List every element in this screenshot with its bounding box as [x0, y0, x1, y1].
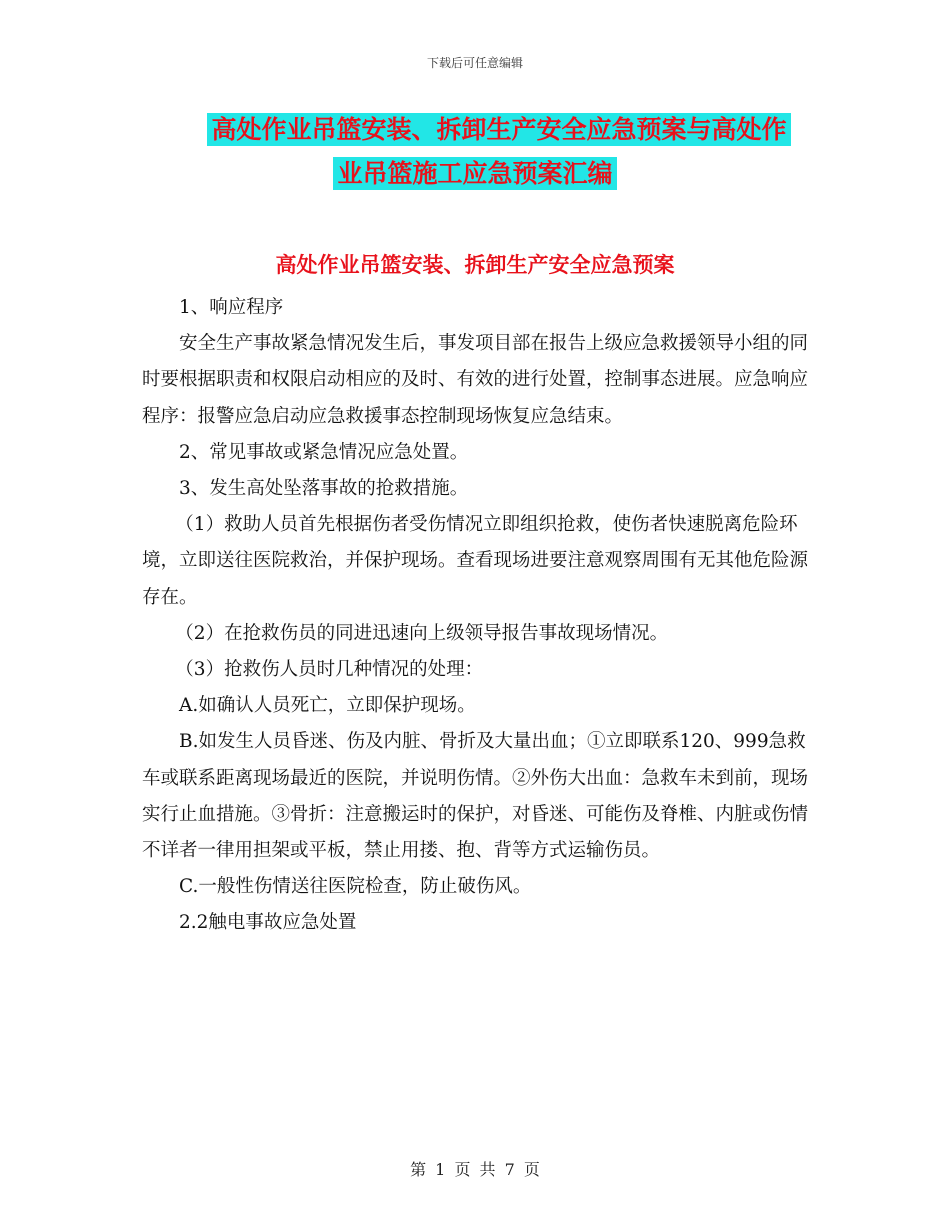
- document-body: [142, 290, 810, 942]
- paragraph: C.一般性伤情送往医院检查，防止破伤风。: [179, 876, 532, 898]
- paragraph: 3、发生高处坠落事故的抢救措施。: [179, 478, 469, 500]
- section-title: 高处作业吊篮安装、拆卸生产安全应急预案: [275, 253, 675, 277]
- document-title-line-1: 高处作业吊篮安装、拆卸生产安全应急预案与高处作: [24, 113, 950, 147]
- paragraph: 安全生产事故紧急情况发生后，事发项目部在报告上级应急救援领导小组的同时要根据职责和权限启动相应的及时、有效的进行处置，控制事态进展。应急响应程序：报警应急启动应急救援事态控制现场恢复应急结束。: [142, 333, 809, 427]
- paragraph: 2、常见事故或紧急情况应急处置。: [179, 441, 469, 463]
- page-number: 第 1 页 共 7 页: [410, 1160, 540, 1179]
- paragraph: （3）抢救伤人员时几种情况的处理：: [175, 659, 484, 681]
- paragraph: （2）在抢救伤员的同进迅速向上级领导报告事故现场情况。: [175, 622, 669, 644]
- paragraph: B.如发生人员昏迷、伤及内脏、骨折及大量出血；①立即联系120、999急救车或联系距离现场最近的医院，并说明伤情。②外伤大出血：急救车未到前，现场实行止血措施。③骨折：注意搬运时的保护，对昏迷、可能伤及脊椎、内脏或伤情不详者一律用担架或平板，禁止用搂、抱、背等方式运输伤员。: [142, 731, 809, 862]
- header-note: 下载后可任意编辑: [426, 56, 523, 70]
- paragraph: A.如确认人员死亡，立即保护现场。: [179, 695, 476, 717]
- paragraph: 2.2触电事故应急处置: [179, 912, 357, 934]
- paragraph: 1、响应程序: [179, 297, 284, 318]
- paragraph: （1）救助人员首先根据伤者受伤情况立即组织抢救，使伤者快速脱离危险环境，立即送往医院救治，并保护现场。查看现场进要注意观察周围有无其他危险源存在。: [142, 514, 809, 608]
- document-title-line-2: 业吊篮施工应急预案汇编: [0, 157, 950, 191]
